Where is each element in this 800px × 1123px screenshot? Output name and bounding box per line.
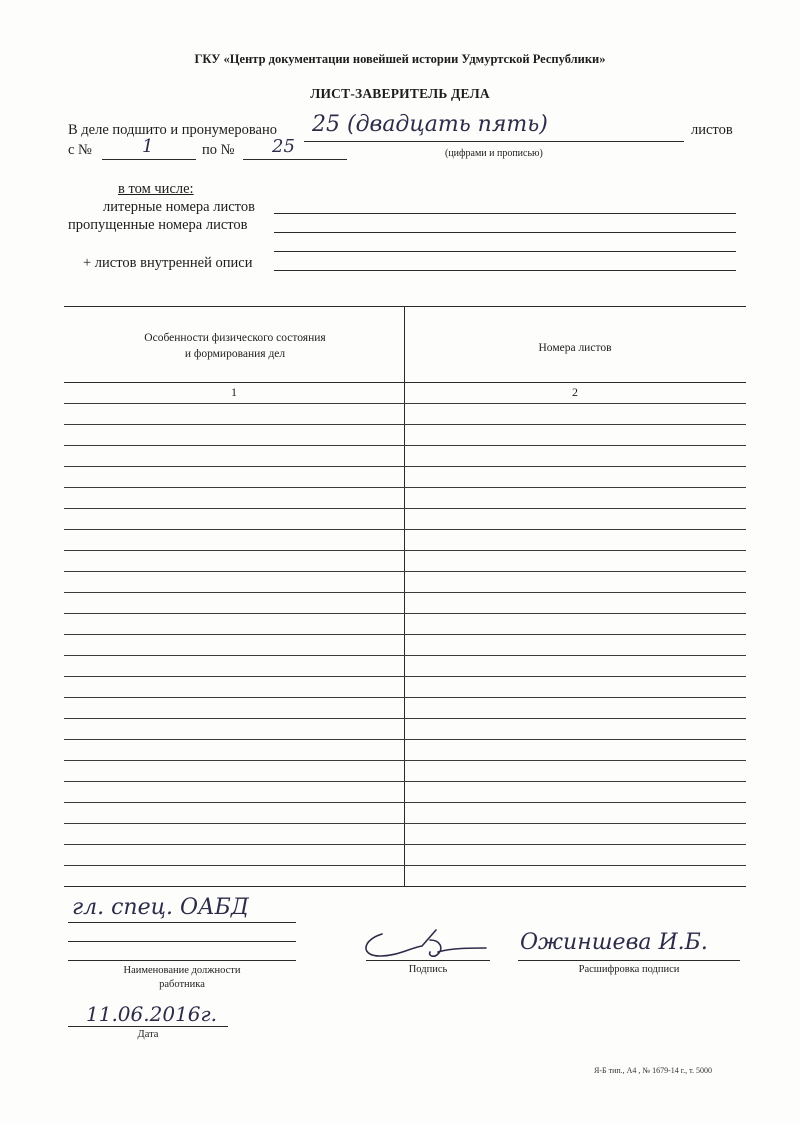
- table-row: [64, 760, 746, 761]
- table-row: [64, 739, 746, 740]
- table-top-border: [64, 306, 746, 307]
- table-row: [64, 613, 746, 614]
- table-row: [64, 844, 746, 845]
- position-label: Наименование должности работника: [123, 965, 241, 990]
- missing-label: пропущенные номера листов: [68, 217, 248, 233]
- document-title: ЛИСТ-ЗАВЕРИТЕЛЬ ДЕЛА: [310, 86, 490, 101]
- inner-inventory-line: [274, 270, 736, 271]
- signature-line: [366, 960, 490, 961]
- date-handwritten: 11.06.2016г.: [86, 1002, 217, 1026]
- table-row: [64, 403, 746, 404]
- including-header: в том числе:: [118, 181, 194, 197]
- name-handwritten: Ожиншева И.Б.: [520, 930, 708, 955]
- from-handwritten-value: 1: [142, 136, 154, 157]
- table-row: [64, 676, 746, 677]
- table-row: [64, 508, 746, 509]
- position-line-1: [68, 922, 296, 923]
- table-row: [64, 781, 746, 782]
- table-row: [64, 634, 746, 635]
- table-row: [64, 718, 746, 719]
- table-header-bottom: [64, 382, 746, 383]
- to-value-line: [243, 159, 347, 160]
- date-line: [68, 1026, 228, 1027]
- signature-stroke: [366, 930, 486, 956]
- table-bottom-border: [64, 886, 746, 887]
- lettered-label: литерные номера листов: [103, 199, 255, 215]
- table-row: [64, 529, 746, 530]
- from-label: с №: [68, 142, 92, 158]
- name-line: [518, 960, 740, 961]
- position-line-3: [68, 960, 296, 961]
- missing-line-2: [274, 251, 736, 252]
- table-row: [64, 445, 746, 446]
- missing-line: [274, 232, 736, 233]
- position-handwritten: гл. спец. ОАБД: [72, 895, 249, 920]
- table-row: [64, 487, 746, 488]
- from-value-line: [102, 159, 196, 160]
- table-row: [64, 697, 746, 698]
- count-hint: (цифрами и прописью): [445, 148, 543, 159]
- date-label: Дата: [137, 1029, 159, 1040]
- table-row: [64, 802, 746, 803]
- column-number-1: 1: [231, 385, 237, 399]
- table-row: [64, 823, 746, 824]
- column-header-condition: Особенности физического состояния и формирования дел: [144, 332, 326, 360]
- table-row: [64, 550, 746, 551]
- table-row: [64, 424, 746, 425]
- count-value-line: [304, 141, 684, 142]
- lettered-line: [274, 213, 736, 214]
- table-row: [64, 592, 746, 593]
- table-row: [64, 865, 746, 866]
- column-number-2: 2: [572, 385, 578, 399]
- count-prefix: В деле подшито и пронумеровано: [68, 122, 277, 138]
- column-header-sheet-numbers: Номера листов: [538, 342, 612, 354]
- position-line-2: [68, 941, 296, 942]
- table-row: [64, 571, 746, 572]
- count-handwritten-value: 25 (двадцать пять): [312, 112, 548, 137]
- signature-label: Подпись: [408, 964, 448, 975]
- to-handwritten-value: 25: [272, 136, 295, 157]
- count-suffix: листов: [691, 122, 733, 138]
- to-label: по №: [202, 142, 235, 158]
- name-label: Расшифровка подписи: [578, 964, 680, 975]
- organization-name: ГКУ «Центр документации новейшей истории Удмуртской Республики»: [194, 52, 606, 66]
- print-info: Я-Б тип., А4 , № 1679-14 г., т. 5000: [594, 1066, 712, 1075]
- inner-inventory-label: + листов внутренней описи: [83, 255, 253, 271]
- table-row: [64, 466, 746, 467]
- table-row: [64, 655, 746, 656]
